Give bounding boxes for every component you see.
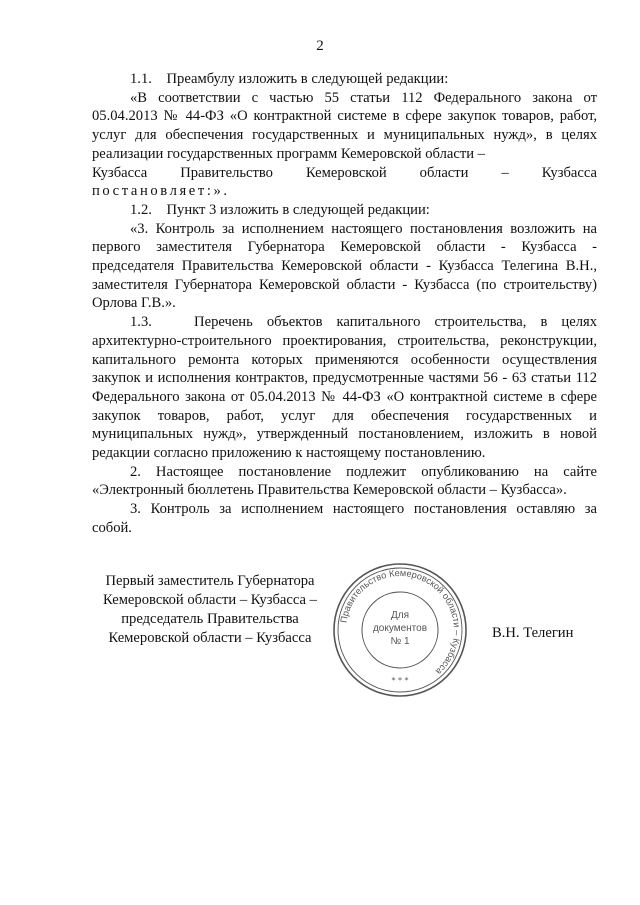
seal-stars: * * * — [391, 676, 409, 685]
signature-title-line-4: Кемеровской области – Кузбасса — [108, 630, 312, 646]
signature-block — [90, 572, 330, 648]
document-body — [92, 70, 597, 538]
paragraph-1-1-heading: 1.1. Преамбулу изложить в следующей редакции: — [130, 71, 449, 87]
page-number: 2 — [316, 38, 324, 54]
seal-inner-line-3: № 1 — [390, 636, 410, 647]
seal-outer-text: Правительство Кемеровской области – Кузбасса — [338, 567, 463, 677]
paragraph-1-2-heading: 1.2. Пункт 3 изложить в следующей редакции: — [130, 201, 430, 218]
paragraph-1-3: 1.3. Перечень объектов капитального строительства, в целях архитектурно-строительного проектирования, строительства, реконструкции, капитального ремонта которых применяются особенности осуществления закупок и исполнения контрактов, предусмотренные частями 56 - 63 статьи 112 Федерального закона от 05.04.2013 № 44-ФЗ «О контрактной системе в сфере закупок товаров, работ, услуг для обеспечения государственных и муниципальных нужд», утвержденный постановлением, изложить в новой редакции согласно приложению к настоящему постановлению. — [92, 314, 597, 462]
seal-inner-line-1: Для — [390, 610, 410, 621]
signer-name: В.Н. Телегин — [492, 625, 574, 641]
paragraph-3: 3. Контроль за исполнением настоящего постановления оставляю за собой. — [92, 501, 597, 536]
signature-title-line-2: Кемеровской области – Кузбасса – — [103, 592, 317, 608]
paragraph-2: 2. Настоящее постановление подлежит опубликованию на сайте «Электронный бюллетень Правительства Кемеровской области – Кузбасса». — [92, 463, 597, 499]
seal-inner-line-2: документов — [372, 623, 428, 634]
paragraph-1-1-ending: постановляет:». — [92, 183, 230, 200]
official-seal — [330, 560, 470, 700]
signature-title-line-1: Первый заместитель Губернатора — [105, 573, 315, 589]
paragraph-1-1-text: «В соответствии с частью 55 статьи 112 Федерального закона от 05.04.2013 № 44-ФЗ «О контрактной системе в сфере закупок товаров, работ, услуг для обеспечения государственных и муниципальных нужд», в целях реализации государственных программ Кемеровской области – — [92, 89, 597, 162]
signature-title-line-3: председатель Правительства — [121, 611, 299, 627]
paragraph-1-1-continuation: Кузбасса Правительство Кемеровской области – Кузбасса — [92, 164, 597, 181]
paragraph-1-2-text: «3. Контроль за исполнением настоящего постановления возложить на первого заместителя Губернатора Кемеровской области - Кузбасса - председателя Правительства Кемеровской области - Кузбасса Телегина В.Н., заместителя Губернатора Кемеровской области - Кузбасса (по строительству) Орлова Г.В.». — [92, 220, 597, 312]
